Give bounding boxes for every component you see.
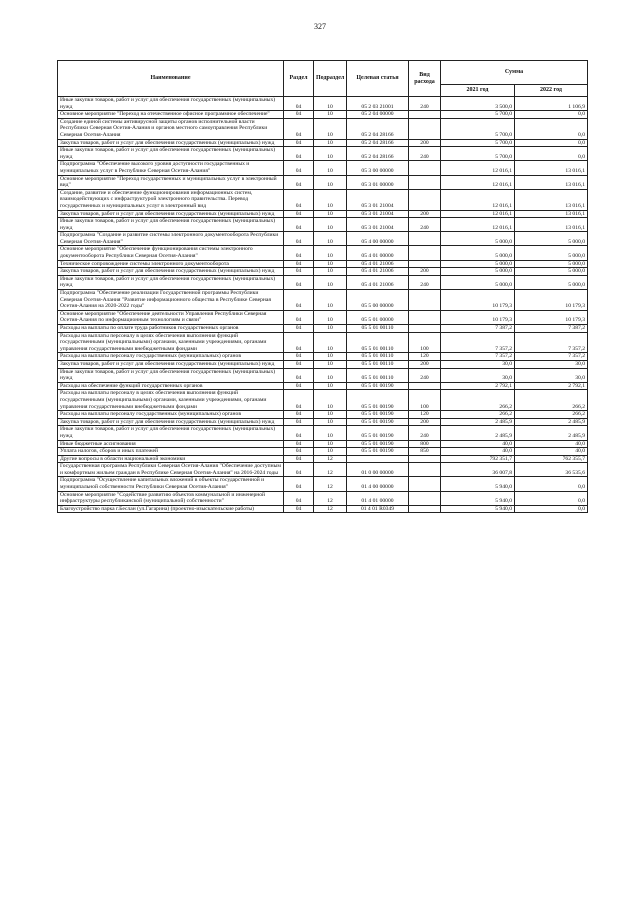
- table-row: [58, 505, 588, 513]
- table-row: [58, 325, 588, 333]
- row-target: 05 2 04 28166: [347, 139, 409, 147]
- row-section: 04: [284, 246, 314, 260]
- row-subsection: 10: [314, 210, 347, 218]
- row-sum-2022: 0,0: [515, 111, 588, 119]
- row-section: 04: [284, 290, 314, 311]
- table-row: [58, 448, 588, 456]
- row-target: 05 5 00 00000: [347, 290, 409, 311]
- row-target: 05 5 01 00190: [347, 426, 409, 440]
- row-section: 04: [284, 218, 314, 232]
- row-sum-2022: 1 106,9: [515, 97, 588, 111]
- row-sum-2022: 7 387,2: [515, 325, 588, 333]
- row-expense-type: [409, 463, 441, 477]
- row-section: 04: [284, 310, 314, 324]
- row-sum-2022: 5 000,0: [515, 232, 588, 246]
- row-sum-2021: 5 000,0: [441, 268, 515, 276]
- row-sum-2021: 792 351,7: [441, 455, 515, 463]
- table-row: [58, 210, 588, 218]
- row-subsection: 10: [314, 232, 347, 246]
- row-target: 05 4 00 00000: [347, 232, 409, 246]
- row-sum-2022: 30,0: [515, 360, 588, 368]
- row-sum-2021: 12 016,1: [441, 218, 515, 232]
- row-subsection: 10: [314, 218, 347, 232]
- row-expense-type: 100: [409, 332, 441, 353]
- row-expense-type: 200: [409, 268, 441, 276]
- row-sum-2022: 762 355,7: [515, 455, 588, 463]
- row-name: Основное мероприятие "Содействие развитию объектов коммунальной и инженерной инфраструктуры республиканской (муниципальной) собственности": [58, 491, 284, 505]
- row-sum-2021: 36 007,8: [441, 463, 515, 477]
- row-subsection: 10: [314, 118, 347, 139]
- row-target: 01 0 00 00000: [347, 463, 409, 477]
- row-section: 04: [284, 161, 314, 175]
- row-expense-type: 850: [409, 448, 441, 456]
- row-name: Подпрограмма "Создание и развитие системы электронного документооборота Республики Северная Осетия-Алания": [58, 232, 284, 246]
- row-sum-2022: 266,2: [515, 390, 588, 411]
- row-subsection: 10: [314, 390, 347, 411]
- row-target: 05 5 01 00110: [347, 353, 409, 361]
- row-expense-type: [409, 175, 441, 189]
- row-sum-2021: 10 179,3: [441, 310, 515, 324]
- table-row: [58, 268, 588, 276]
- row-section: 04: [284, 147, 314, 161]
- table-row: [58, 161, 588, 175]
- row-name: Подпрограмма "Обеспечение реализации Государственной программы Республики Северная Осетия-Алания "Развитие информационного общества в Республике Северная Осетия-Алания на 2020-2022 годы": [58, 290, 284, 311]
- row-target: 05 4 01 00000: [347, 246, 409, 260]
- header-section: Раздел: [284, 61, 314, 97]
- row-sum-2021: 266,2: [441, 411, 515, 419]
- row-expense-type: 200: [409, 418, 441, 426]
- row-section: 04: [284, 463, 314, 477]
- row-target: 05 3 00 00000: [347, 161, 409, 175]
- row-target: 05 5 01 00190: [347, 411, 409, 419]
- row-subsection: 10: [314, 353, 347, 361]
- row-target: 05 5 01 00190: [347, 382, 409, 390]
- row-subsection: 10: [314, 175, 347, 189]
- table-row: [58, 189, 588, 210]
- table-row: [58, 382, 588, 390]
- row-name: Создание единой системы антивирусной защиты органов исполнительной власти Республики Северная Осетия-Алания и органов местного самоуправления Республики Северная Осетия-Алания: [58, 118, 284, 139]
- row-section: 04: [284, 448, 314, 456]
- table-row: [58, 368, 588, 382]
- row-name: Иные закупки товаров, работ и услуг для обеспечения государственных (муниципальных) нужд: [58, 275, 284, 289]
- row-section: 04: [284, 390, 314, 411]
- row-subsection: 10: [314, 290, 347, 311]
- table-row: [58, 455, 588, 463]
- row-expense-type: 100: [409, 390, 441, 411]
- row-section: 04: [284, 139, 314, 147]
- page-number: 327: [314, 22, 326, 31]
- row-section: 04: [284, 440, 314, 448]
- row-sum-2021: 5 940,0: [441, 491, 515, 505]
- row-expense-type: 240: [409, 218, 441, 232]
- row-expense-type: [409, 118, 441, 139]
- row-target: 05 5 01 00110: [347, 332, 409, 353]
- row-name: Другие вопросы в области национальной экономики: [58, 455, 284, 463]
- row-sum-2022: 0,0: [515, 118, 588, 139]
- row-expense-type: 200: [409, 210, 441, 218]
- header-subsection: Подраздел: [314, 61, 347, 97]
- row-sum-2022: 13 016,1: [515, 175, 588, 189]
- row-section: 04: [284, 505, 314, 513]
- row-subsection: 10: [314, 246, 347, 260]
- row-sum-2021: 40,0: [441, 448, 515, 456]
- row-subsection: 10: [314, 440, 347, 448]
- row-target: 01 4 01 00000: [347, 491, 409, 505]
- table-row: [58, 360, 588, 368]
- row-expense-type: [409, 161, 441, 175]
- row-target: 01 4 01 R0349: [347, 505, 409, 513]
- table-row: [58, 260, 588, 268]
- row-subsection: 10: [314, 448, 347, 456]
- row-sum-2021: 12 016,1: [441, 210, 515, 218]
- row-sum-2022: 10 179,3: [515, 310, 588, 324]
- row-section: 04: [284, 477, 314, 491]
- row-subsection: 10: [314, 360, 347, 368]
- row-sum-2021: 2 485,9: [441, 426, 515, 440]
- row-subsection: 10: [314, 189, 347, 210]
- row-target: 05 5 01 00190: [347, 390, 409, 411]
- table-row: [58, 332, 588, 353]
- table-row: [58, 411, 588, 419]
- row-sum-2022: 0,0: [515, 139, 588, 147]
- row-target: 05 5 01 00110: [347, 368, 409, 382]
- table-row: [58, 232, 588, 246]
- row-sum-2022: 0,0: [515, 147, 588, 161]
- row-name: Государственная программа Республики Северная Осетия-Алания "Обеспечение доступным и комфортным жильем граждан в Республике Северная Осетия-Алания" на 2016-2024 годы: [58, 463, 284, 477]
- row-subsection: 10: [314, 260, 347, 268]
- row-expense-type: [409, 260, 441, 268]
- row-expense-type: [409, 111, 441, 119]
- row-subsection: 12: [314, 463, 347, 477]
- row-sum-2021: 30,0: [441, 368, 515, 382]
- table-row: [58, 139, 588, 147]
- row-target: [347, 455, 409, 463]
- row-sum-2021: 2 485,9: [441, 418, 515, 426]
- row-expense-type: [409, 310, 441, 324]
- row-name: Уплата налогов, сборов и иных платежей: [58, 448, 284, 456]
- row-target: 05 2 04 28166: [347, 147, 409, 161]
- row-name: Иные закупки товаров, работ и услуг для обеспечения государственных (муниципальных) нужд: [58, 426, 284, 440]
- table-row: [58, 390, 588, 411]
- row-section: 04: [284, 210, 314, 218]
- table-row: [58, 275, 588, 289]
- row-section: 04: [284, 189, 314, 210]
- row-section: 04: [284, 426, 314, 440]
- row-sum-2022: 266,2: [515, 411, 588, 419]
- row-section: 04: [284, 325, 314, 333]
- table-row: [58, 491, 588, 505]
- table-row: [58, 218, 588, 232]
- row-sum-2021: 12 016,1: [441, 189, 515, 210]
- row-name: Подпрограмма "Осуществление капитальных вложений в объекты государственной и муниципальной собственности Республики Северная Осетия-Алания": [58, 477, 284, 491]
- row-subsection: 10: [314, 97, 347, 111]
- row-expense-type: 240: [409, 275, 441, 289]
- row-subsection: 10: [314, 147, 347, 161]
- row-section: 04: [284, 111, 314, 119]
- header-expense-type: Вид расхода: [409, 61, 441, 97]
- row-expense-type: 240: [409, 426, 441, 440]
- row-sum-2022: 13 016,1: [515, 210, 588, 218]
- row-name: Иные закупки товаров, работ и услуг для обеспечения государственных (муниципальных) нужд: [58, 218, 284, 232]
- row-sum-2021: 5 000,0: [441, 260, 515, 268]
- row-name: Закупка товаров, работ и услуг для обеспечения государственных (муниципальных) нужд: [58, 268, 284, 276]
- row-section: 04: [284, 353, 314, 361]
- row-target: 05 5 01 00110: [347, 360, 409, 368]
- table-row: [58, 175, 588, 189]
- table-body: [58, 97, 588, 513]
- row-target: 01 4 00 00000: [347, 477, 409, 491]
- row-section: 04: [284, 360, 314, 368]
- row-name: Основное мероприятие "Обеспечение деятельности Управления Республики Северная Осетия-Алания по информационным технологиям и связи": [58, 310, 284, 324]
- row-expense-type: [409, 382, 441, 390]
- row-target: 05 3 01 21004: [347, 210, 409, 218]
- table-row: [58, 310, 588, 324]
- row-subsection: 10: [314, 139, 347, 147]
- row-name: Закупка товаров, работ и услуг для обеспечения государственных (муниципальных) нужд: [58, 210, 284, 218]
- row-sum-2021: 7 387,2: [441, 325, 515, 333]
- row-expense-type: 240: [409, 368, 441, 382]
- row-sum-2022: 40,0: [515, 448, 588, 456]
- row-section: 04: [284, 382, 314, 390]
- row-target: 05 2 04 28166: [347, 118, 409, 139]
- row-sum-2022: 10 179,3: [515, 290, 588, 311]
- row-target: 05 5 01 00000: [347, 310, 409, 324]
- row-section: 04: [284, 118, 314, 139]
- row-target: 05 5 01 00190: [347, 418, 409, 426]
- row-subsection: 12: [314, 505, 347, 513]
- row-name: Расходы на выплаты персоналу государственных (муниципальных) органов: [58, 353, 284, 361]
- row-sum-2022: 0,0: [515, 505, 588, 513]
- row-section: 04: [284, 455, 314, 463]
- row-sum-2022: 36 535,6: [515, 463, 588, 477]
- row-sum-2021: 5 000,0: [441, 246, 515, 260]
- row-subsection: 10: [314, 325, 347, 333]
- row-expense-type: [409, 505, 441, 513]
- row-expense-type: [409, 189, 441, 210]
- row-expense-type: 240: [409, 97, 441, 111]
- row-sum-2022: 5 000,0: [515, 268, 588, 276]
- row-subsection: 12: [314, 477, 347, 491]
- row-sum-2022: 2 485,9: [515, 426, 588, 440]
- row-sum-2021: 12 016,1: [441, 161, 515, 175]
- table-row: [58, 97, 588, 111]
- table-row: [58, 111, 588, 119]
- row-sum-2021: 40,0: [441, 440, 515, 448]
- row-section: 04: [284, 491, 314, 505]
- row-section: 04: [284, 411, 314, 419]
- row-sum-2022: 13 016,1: [515, 161, 588, 175]
- row-name: Расходы на обеспечение функций государственных органов: [58, 382, 284, 390]
- header-sum: Сумма: [441, 61, 588, 85]
- row-name: Расходы на выплаты по оплате труда работников государственных органов: [58, 325, 284, 333]
- row-expense-type: 800: [409, 440, 441, 448]
- row-subsection: 10: [314, 411, 347, 419]
- table-row: [58, 426, 588, 440]
- row-target: 05 5 01 00190: [347, 440, 409, 448]
- row-sum-2022: 5 000,0: [515, 260, 588, 268]
- row-section: 04: [284, 418, 314, 426]
- row-subsection: 10: [314, 310, 347, 324]
- table-row: [58, 477, 588, 491]
- row-name: Расходы на выплаты персоналу в целях обеспечения выполнения функций государственными (муниципальными) органами, казенными учреждениями, органами управления государственными внебюджетными фондами: [58, 332, 284, 353]
- row-target: 05 4 01 21006: [347, 268, 409, 276]
- row-sum-2021: 5 700,0: [441, 147, 515, 161]
- row-name: Основное мероприятие "Обеспечение функционирования системы электронного документооборота Республики Северная Осетия-Алания": [58, 246, 284, 260]
- row-section: 04: [284, 232, 314, 246]
- table-row: [58, 418, 588, 426]
- row-sum-2022: 40,0: [515, 440, 588, 448]
- row-section: 04: [284, 97, 314, 111]
- row-expense-type: [409, 491, 441, 505]
- row-sum-2022: 7 357,2: [515, 332, 588, 353]
- row-target: 05 5 01 00110: [347, 325, 409, 333]
- row-subsection: 12: [314, 455, 347, 463]
- row-subsection: 10: [314, 161, 347, 175]
- row-subsection: 10: [314, 111, 347, 119]
- table-row: [58, 246, 588, 260]
- row-sum-2022: 2 485,9: [515, 418, 588, 426]
- row-sum-2022: 30,0: [515, 368, 588, 382]
- row-name: Расходы на выплаты персоналу в целях обеспечения выполнения функций государственными (муниципальными) органами, казенными учреждениями, органами управления государственными внебюджетными фондами: [58, 390, 284, 411]
- row-expense-type: [409, 232, 441, 246]
- row-sum-2022: 0,0: [515, 477, 588, 491]
- row-target: 05 3 01 00000: [347, 175, 409, 189]
- row-name: Иные закупки товаров, работ и услуг для обеспечения государственных (муниципальных) нужд: [58, 97, 284, 111]
- table-row: [58, 440, 588, 448]
- row-target: 05 3 01 21004: [347, 189, 409, 210]
- row-subsection: 10: [314, 418, 347, 426]
- row-expense-type: [409, 455, 441, 463]
- table-row: [58, 290, 588, 311]
- row-section: 04: [284, 175, 314, 189]
- row-name: Иные закупки товаров, работ и услуг для обеспечения государственных (муниципальных) нужд: [58, 368, 284, 382]
- row-expense-type: [409, 477, 441, 491]
- row-section: 04: [284, 275, 314, 289]
- row-sum-2021: 10 179,3: [441, 290, 515, 311]
- row-sum-2021: 5 700,0: [441, 111, 515, 119]
- row-expense-type: 120: [409, 353, 441, 361]
- row-subsection: 10: [314, 275, 347, 289]
- row-section: 04: [284, 368, 314, 382]
- header-year-2022: 2022 год: [515, 85, 588, 97]
- header-name: Наименование: [58, 61, 284, 97]
- row-section: 04: [284, 260, 314, 268]
- row-sum-2022: 13 016,1: [515, 218, 588, 232]
- row-expense-type: 120: [409, 411, 441, 419]
- row-expense-type: [409, 290, 441, 311]
- row-name: Техническое сопровождение системы электронного документооборота: [58, 260, 284, 268]
- row-sum-2022: 5 000,0: [515, 275, 588, 289]
- row-name: Благоустройство парка г.Беслан (ул.Гагарина) (проектно-изыскательские работы): [58, 505, 284, 513]
- row-name: Основное мероприятие "Переход государственных и муниципальных услуг в электронный вид": [58, 175, 284, 189]
- row-name: Создание, развитие и обеспечение функционирования информационных систем, взаимодействующих с инфраструктурой электронного правительства. Перевод государственных и муниципальных услуг в электронный вид: [58, 189, 284, 210]
- row-expense-type: 240: [409, 147, 441, 161]
- row-name: Закупка товаров, работ и услуг для обеспечения государственных (муниципальных) нужд: [58, 418, 284, 426]
- row-sum-2021: 5 940,0: [441, 505, 515, 513]
- row-expense-type: [409, 325, 441, 333]
- row-sum-2022: 2 792,1: [515, 382, 588, 390]
- row-sum-2021: 2 792,1: [441, 382, 515, 390]
- row-subsection: 10: [314, 332, 347, 353]
- row-sum-2021: 5 000,0: [441, 232, 515, 246]
- row-target: 05 4 01 21006: [347, 260, 409, 268]
- row-sum-2021: 5 940,0: [441, 477, 515, 491]
- row-name: Расходы на выплаты персоналу государственных (муниципальных) органов: [58, 411, 284, 419]
- row-name: Закупка товаров, работ и услуг для обеспечения государственных (муниципальных) нужд: [58, 139, 284, 147]
- row-expense-type: [409, 246, 441, 260]
- row-sum-2021: 30,0: [441, 360, 515, 368]
- row-sum-2021: 5 000,0: [441, 275, 515, 289]
- row-sum-2021: 7 357,2: [441, 353, 515, 361]
- table-row: [58, 118, 588, 139]
- row-subsection: 10: [314, 426, 347, 440]
- row-subsection: 10: [314, 268, 347, 276]
- row-section: 04: [284, 268, 314, 276]
- row-name: Подпрограмма "Обеспечение высокого уровня доступности государственных и муниципальных услуг в Республике Северная Осетия-Алания": [58, 161, 284, 175]
- row-sum-2022: 7 357,2: [515, 353, 588, 361]
- row-section: 04: [284, 332, 314, 353]
- header-target: Целевая статья: [347, 61, 409, 97]
- row-name: Иные закупки товаров, работ и услуг для обеспечения государственных (муниципальных) нужд: [58, 147, 284, 161]
- row-name: Закупка товаров, работ и услуг для обеспечения государственных (муниципальных) нужд: [58, 360, 284, 368]
- row-sum-2021: 266,2: [441, 390, 515, 411]
- row-sum-2022: 5 000,0: [515, 246, 588, 260]
- row-target: 05 2 03 21001: [347, 97, 409, 111]
- row-subsection: 10: [314, 382, 347, 390]
- budget-table: [57, 60, 588, 513]
- row-target: 05 2 04 00000: [347, 111, 409, 119]
- row-sum-2022: 0,0: [515, 491, 588, 505]
- row-expense-type: 200: [409, 360, 441, 368]
- row-sum-2022: 13 016,1: [515, 189, 588, 210]
- row-sum-2021: 12 016,1: [441, 175, 515, 189]
- row-name: Иные бюджетные ассигнования: [58, 440, 284, 448]
- row-subsection: 12: [314, 491, 347, 505]
- row-subsection: 10: [314, 368, 347, 382]
- row-sum-2021: 7 357,2: [441, 332, 515, 353]
- header-year-2021: 2021 год: [441, 85, 515, 97]
- row-name: Основное мероприятие "Переход на отечественное офисное программное обеспечение": [58, 111, 284, 119]
- table-row: [58, 463, 588, 477]
- row-target: 05 3 01 21004: [347, 218, 409, 232]
- row-expense-type: 200: [409, 139, 441, 147]
- table-row: [58, 147, 588, 161]
- row-target: 05 5 01 00190: [347, 448, 409, 456]
- row-sum-2021: 3 500,0: [441, 97, 515, 111]
- row-sum-2021: 5 700,0: [441, 139, 515, 147]
- table-row: [58, 353, 588, 361]
- row-sum-2021: 5 700,0: [441, 118, 515, 139]
- row-target: 05 4 01 21006: [347, 275, 409, 289]
